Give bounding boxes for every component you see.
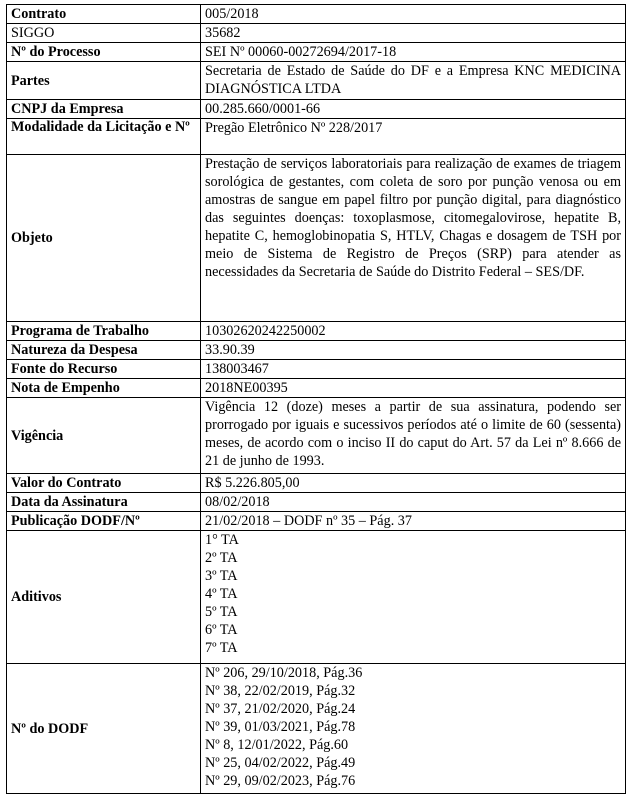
aditivo-item: 1° TA: [205, 532, 239, 548]
row-publicacao: [7, 512, 626, 531]
contract-table: [6, 4, 626, 794]
row-fonte: [7, 360, 626, 379]
value-contrato: 005/2018: [201, 5, 626, 24]
row-vigencia: [7, 398, 626, 474]
label-dodf: Nº do DODF: [7, 664, 201, 794]
dodf-item: Nº 39, 01/03/2021, Pág.78: [205, 719, 356, 735]
label-programa: Programa de Trabalho: [7, 322, 201, 341]
label-objeto: Objeto: [7, 155, 201, 322]
label-partes: Partes: [7, 62, 201, 100]
value-modalidade: Pregão Eletrônico Nº 228/2017: [201, 119, 626, 155]
row-siggo: [7, 24, 626, 43]
row-objeto: [7, 155, 626, 322]
label-fonte: Fonte do Recurso: [7, 360, 201, 379]
value-siggo: 35682: [201, 24, 626, 43]
label-assinatura: Data da Assinatura: [7, 493, 201, 512]
row-contrato: [7, 5, 626, 24]
value-vigencia: Vigência 12 (doze) meses a partir de sua assinatura, podendo ser prorrogado por iguais e sucessivos períodos até o limite de 60 (sessenta) meses, de acordo com o inciso II do caput do Art. 57 da Lei nº 8.666 de 21 de junho de 1993.: [201, 398, 626, 474]
row-aditivos: [7, 531, 626, 664]
label-modalidade: Modalidade da Licitação e Nº: [7, 119, 201, 155]
row-empenho: [7, 379, 626, 398]
value-natureza: 33.90.39: [201, 341, 626, 360]
dodf-item: Nº 38, 22/02/2019, Pág.32: [205, 683, 356, 699]
label-valor: Valor do Contrato: [7, 474, 201, 493]
dodf-item: Nº 8, 12/01/2022, Pág.60: [205, 737, 349, 753]
label-vigencia: Vigência: [7, 398, 201, 474]
label-natureza: Natureza da Despesa: [7, 341, 201, 360]
dodf-item: Nº 25, 04/02/2022, Pág.49: [205, 755, 356, 771]
row-modalidade: [7, 119, 626, 155]
row-natureza: [7, 341, 626, 360]
value-processo: SEI Nº 00060-00272694/2017-18: [201, 43, 626, 62]
label-empenho: Nota de Empenho: [7, 379, 201, 398]
aditivo-item: 2º TA: [205, 550, 238, 566]
aditivo-item: 5º TA: [205, 604, 238, 620]
value-fonte: 138003467: [201, 360, 626, 379]
label-cnpj: CNPJ da Empresa: [7, 100, 201, 119]
value-empenho: 2018NE00395: [201, 379, 626, 398]
value-valor: R$ 5.226.805,00: [201, 474, 626, 493]
value-objeto: Prestação de serviços laboratoriais para realização de exames de triagem sorológica de gestantes, com coleta de soro por punção venosa ou em amostras de sangue em papel filtro por punção digital, para diagnóstico das seguintes doenças: toxoplasmose, citomegalovirose, hepatite B, hepatite C, hemoglobinopatia S, HTLV, Chagas e dosagem de TSH por meio de Sistema de Registro de Preços (SRP) para atender as necessidades da Secretaria de Saúde do Distrito Federal – SES/DF.: [201, 155, 626, 322]
value-dodf: [201, 664, 626, 794]
value-programa: 10302620242250002: [201, 322, 626, 341]
row-assinatura: [7, 493, 626, 512]
aditivo-item: 7º TA: [205, 640, 238, 656]
label-publicacao: Publicação DODF/Nº: [7, 512, 201, 531]
label-siggo: SIGGO: [7, 24, 201, 43]
row-valor: [7, 474, 626, 493]
row-dodf: [7, 664, 626, 794]
aditivo-item: 4º TA: [205, 586, 238, 602]
row-processo: [7, 43, 626, 62]
value-partes: Secretaria de Estado de Saúde do DF e a Empresa KNC MEDICINA DIAGNÓSTICA LTDA: [201, 62, 626, 100]
dodf-item: Nº 29, 09/02/2023, Pág.76: [205, 773, 356, 789]
label-processo: Nº do Processo: [7, 43, 201, 62]
row-cnpj: [7, 100, 626, 119]
aditivo-item: 6º TA: [205, 622, 238, 638]
row-partes: [7, 62, 626, 100]
dodf-item: Nº 37, 21/02/2020, Pág.24: [205, 701, 356, 717]
aditivo-item: 3º TA: [205, 568, 238, 584]
value-assinatura: 08/02/2018: [201, 493, 626, 512]
value-cnpj: 00.285.660/0001-66: [201, 100, 626, 119]
row-programa: [7, 322, 626, 341]
value-aditivos: [201, 531, 626, 664]
label-contrato: Contrato: [7, 5, 201, 24]
dodf-item: Nº 206, 29/10/2018, Pág.36: [205, 665, 363, 681]
value-publicacao: 21/02/2018 – DODF nº 35 – Pág. 37: [201, 512, 626, 531]
label-aditivos: Aditivos: [7, 531, 201, 664]
